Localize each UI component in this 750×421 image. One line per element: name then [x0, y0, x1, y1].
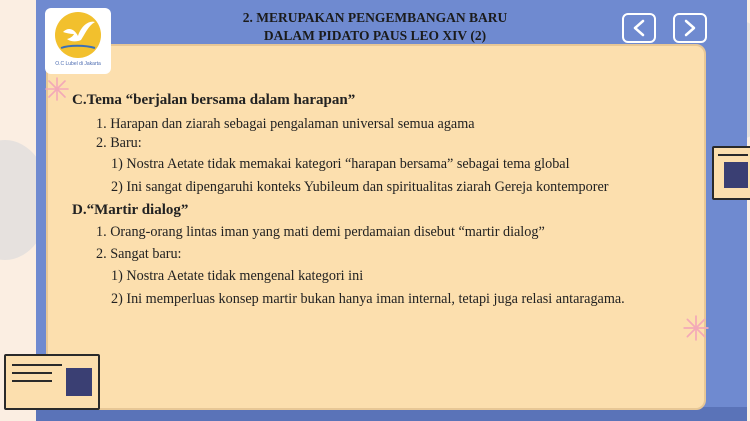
sparkle-icon [44, 76, 70, 102]
logo [45, 8, 111, 74]
list-item: 1. Orang-orang lintas iman yang mati demi perdamaian disebut “martir dialog” [96, 224, 545, 240]
sub-list-item: 1) Nostra Aetate tidak memakai kategori “harapan bersama” sebagai tema global [111, 156, 570, 172]
dove-icon [55, 12, 101, 58]
chevron-left-icon [632, 19, 646, 37]
list-item: 2. Baru: [96, 135, 142, 151]
next-slide-button[interactable] [673, 13, 707, 43]
sub-list-item: 2) Ini memperluas konsep martir bukan hanya iman internal, tetapi juga relasi antaragama. [111, 291, 625, 307]
title-line-2: DALAM PIDATO PAUS LEO XIV (2) [263, 28, 487, 43]
sparkle-icon [682, 314, 710, 342]
logo-caption: O.C Lubel di Jakarta [55, 61, 101, 67]
sub-list-item: 2) Ini sangat dipengaruhi konteks Yubileum dan spiritualitas ziarah Gereja kontemporer [111, 179, 609, 195]
previous-slide-button[interactable] [622, 13, 656, 43]
list-item: 1. Harapan dan ziarah sebagai pengalaman universal semua agama [96, 116, 475, 132]
title-line-1: 2. MERUPAKAN PENGEMBANGAN BARU [242, 10, 508, 25]
decorative-card [4, 354, 100, 410]
section-heading: D.“Martir dialog” [72, 202, 189, 218]
decorative-card [712, 146, 750, 200]
sub-list-item: 1) Nostra Aetate tidak mengenal kategori ini [111, 268, 364, 284]
chevron-right-icon [683, 19, 697, 37]
section-heading: C.Tema “berjalan bersama dalam harapan” [72, 92, 356, 108]
page-title [190, 9, 560, 45]
list-item: 2. Sangat baru: [96, 246, 182, 262]
